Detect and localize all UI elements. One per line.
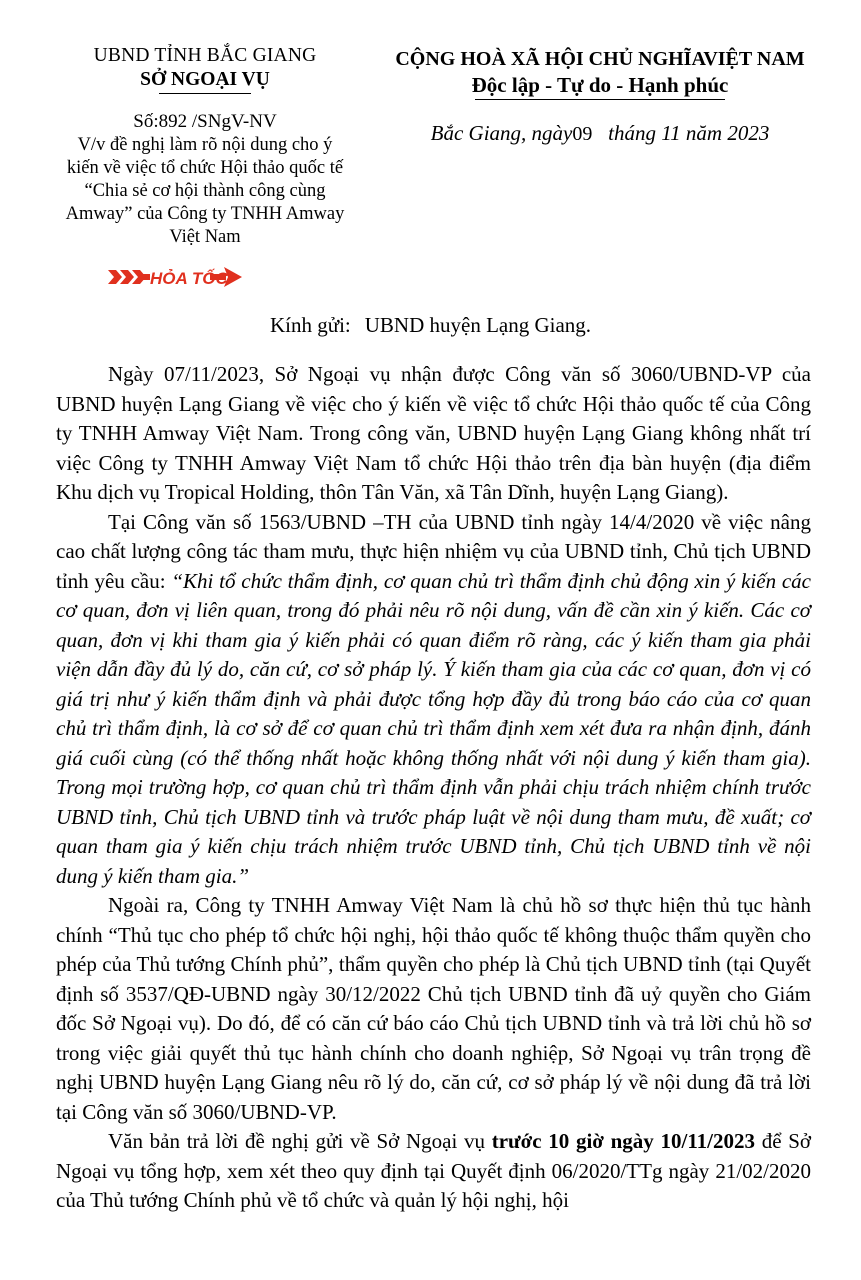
agency-name: SỞ NGOẠI VỤ (140, 69, 270, 90)
place-date (370, 120, 830, 147)
document-number (40, 110, 370, 134)
deadline-text: trước 10 giờ ngày 10/11/2023 (491, 1129, 756, 1153)
number-suffix: /SNgV-NV (191, 111, 277, 132)
parent-agency: UBND TỈNH BẮC GIANG (93, 45, 317, 66)
date-day: 09 (572, 123, 593, 145)
document-body (56, 360, 811, 1216)
paragraph-2 (56, 508, 811, 892)
stamp-text: HỎA TỐC (150, 269, 228, 288)
paragraph-4-intro: Văn bản trả lời đề nghị gửi về Sở Ngoại vụ (108, 1129, 485, 1153)
paragraph-4-rest: để Sở Ngoại vụ tổng hợp, xem xét theo quy định tại Quyết định 06/2020/TTg ngày 21/02/2020 của Thủ tướng Chính phủ về tổ chức và quản lý hội nghị, hội (56, 1129, 812, 1212)
recipient-name: UBND huyện Lạng Giang. (364, 313, 592, 337)
number-prefix: Số: (133, 111, 159, 132)
issuing-agency-block (40, 44, 370, 249)
motto-underline (475, 99, 725, 100)
paragraph-2-intro: Tại Công văn số 1563/UBND –TH của UBND tỉnh ngày 14/4/2020 về việc nâng cao chất lượng công tác tham mưu, thực hiện nhiệm vụ của UBND tỉnh, Chủ tịch UBND tỉnh yêu cầu: (56, 509, 811, 593)
date-month: 11 (661, 121, 681, 145)
motto: Độc lập - Tự do - Hạnh phúc (471, 73, 729, 97)
document-subject: V/v đề nghị làm rõ nội dung cho ý kiến về việc tổ chức Hội thảo quốc tế “Chia sẻ cơ hội thành công cùng Amway” của Công ty TNHH Amway Việt Nam (65, 135, 345, 247)
recipient-line (0, 312, 861, 338)
paragraph-2-quote: “Khi tổ chức thẩm định, cơ quan chủ trì thẩm định chủ động xin ý kiến các cơ quan, đơn vị liên quan, trong đó phải nêu rõ nội dung, vấn đề cần xin ý kiến. Các cơ quan, đơn vị khi tham gia ý kiến phải có quan điểm rõ ràng, các ý kiến tham gia phải viện dẫn đầy đủ lý do, căn cứ, cơ sở pháp lý. Ý kiến tham gia của các cơ quan, đơn vị có giá trị như ý kiến thẩm định và phải được tổng hợp đầy đủ trong báo cáo của cơ quan chủ trì thẩm định, là cơ sở để cơ quan chủ trì thẩm định xem xét đưa ra nhận định, đánh giá cuối cùng (có thể thống nhất hoặc không thống nhất với nội dung ý kiến tham gia). Trong mọi trường hợp, cơ quan chủ trì thẩm định vẫn phải chịu trách nhiệm chính trước UBND tỉnh, Chủ tịch UBND tỉnh và trước pháp luật về nội dung tham mưu, đề xuất; cơ quan tham gia ý kiến chịu trách nhiệm trước UBND tỉnh, Chủ tịch UBND tỉnh về nội dung ý kiến tham gia.” (56, 568, 812, 888)
country-name: CỘNG HOÀ XÃ HỘI CHỦ NGHĨAVIỆT NAM (395, 48, 805, 70)
national-motto-block (370, 46, 830, 147)
place-prefix: Bắc Giang, ngày (430, 121, 573, 145)
paragraph-4 (56, 1127, 811, 1216)
month-label: tháng (608, 121, 656, 145)
agency-underline (159, 93, 251, 94)
recipient-label: Kính gửi: (269, 313, 351, 337)
number-value: 892 (158, 111, 188, 132)
paragraph-1: Ngày 07/11/2023, Sở Ngoại vụ nhận được Công văn số 3060/UBND-VP của UBND huyện Lạng Giang về việc cho ý kiến về việc tổ chức Hội thảo quốc tế của Công ty TNHH Amway Việt Nam. Trong công văn, UBND huyện Lạng Giang không nhất trí việc Công ty TNHH Amway Việt Nam tổ chức Hội thảo trên địa bàn huyện (địa điểm Khu dịch vụ Tropical Holding, thôn Tân Văn, xã Tân Dĩnh, huyện Lạng Giang). (56, 362, 811, 504)
year-label: năm 2023 (685, 121, 770, 145)
urgent-stamp (106, 262, 246, 292)
paragraph-3: Ngoài ra, Công ty TNHH Amway Việt Nam là chủ hồ sơ thực hiện thủ tục hành chính “Thủ tục cho phép tổ chức hội nghị, hội thảo quốc tế không thuộc thẩm quyền cho phép của Thủ tướng Chính phủ”, thẩm quyền cho phép là Chủ tịch UBND tỉnh (tại Quyết định số 3537/QĐ-UBND ngày 30/12/2022 Chủ tịch UBND tỉnh đã uỷ quyền cho Giám đốc Sở Ngoại vụ). Do đó, để có căn cứ báo cáo Chủ tịch UBND tỉnh và trả lời chủ hồ sơ trong việc giải quyết thủ tục hành chính cho doanh nghiệp, Sở Ngoại vụ trân trọng đề nghị UBND huyện Lạng Giang nêu rõ lý do, căn cứ, cơ sở pháp lý về nội dung đã trả lời tại Công văn số 3060/UBND-VP. (56, 893, 811, 1124)
